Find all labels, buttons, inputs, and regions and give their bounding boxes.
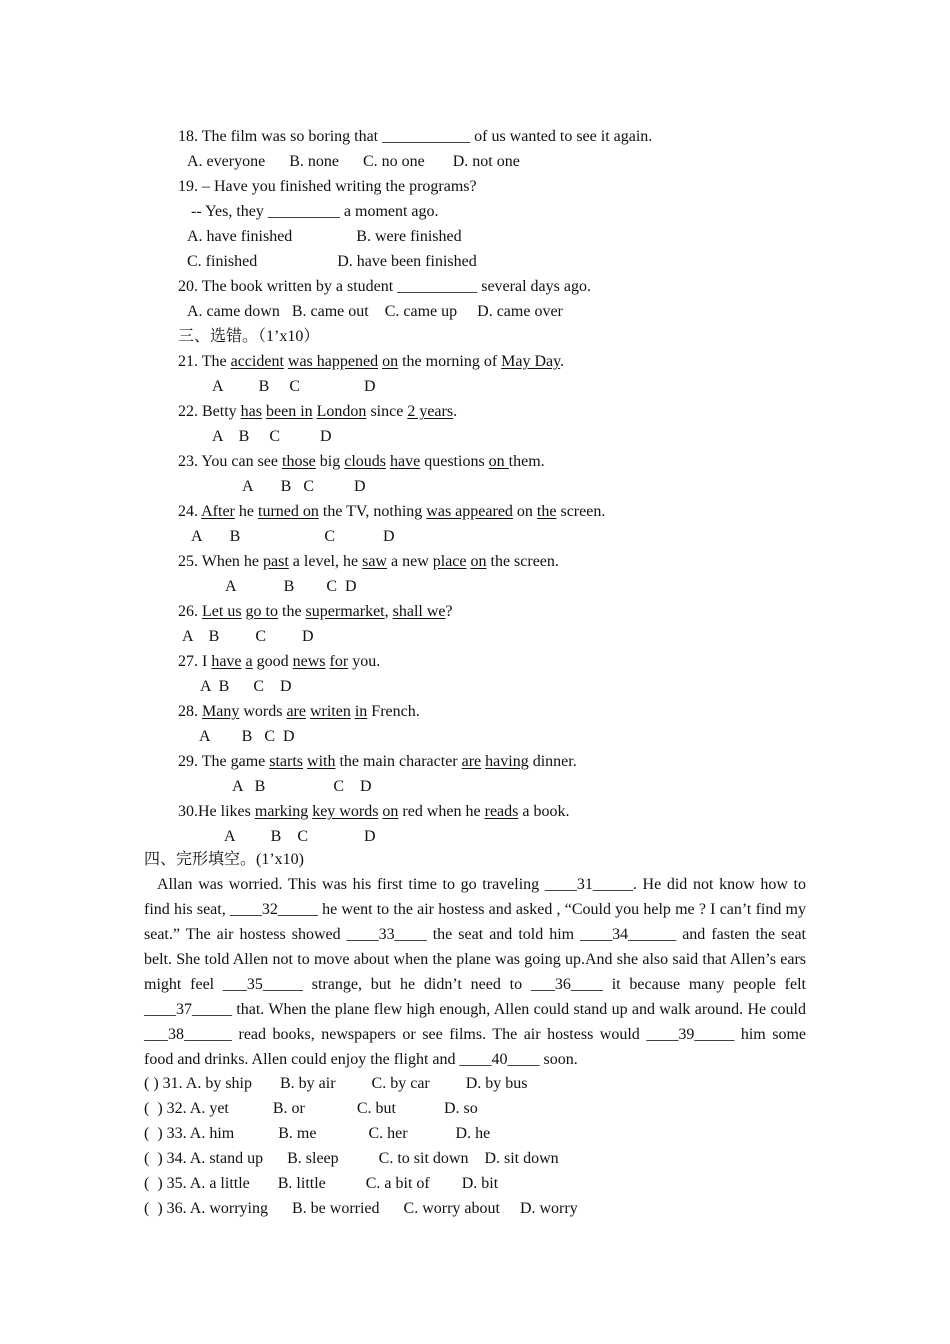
sentence-text: 22. Betty [178, 403, 241, 420]
underlined-option-text: are [461, 753, 482, 770]
question-18-options: A. everyone B. none C. no one D. not one [187, 153, 520, 170]
sentence-text: a book. [518, 803, 570, 820]
error-item-30-letters: A B C D [224, 828, 376, 845]
sentence-text: the main character [335, 753, 462, 770]
sentence-text: the morning of [398, 353, 502, 370]
underlined-option-text: place [432, 553, 467, 570]
underlined-option-text: supermarket [305, 603, 385, 620]
sentence-text: questions [420, 453, 489, 470]
sentence-text: you. [348, 653, 381, 670]
sentence-text: 24. [178, 503, 202, 520]
question-19-options-row1: A. have finished B. were finished [187, 228, 462, 245]
underlined-option-text: has [240, 403, 262, 420]
underlined-option-text: clouds [344, 453, 387, 470]
section-4-heading: 四、完形填空。(1’x10) [144, 851, 304, 868]
sentence-text: he [234, 503, 258, 520]
error-item-29-letters: A B C D [232, 778, 372, 795]
sentence-text: a level, he [288, 553, 363, 570]
underlined-option-text: saw [362, 553, 387, 570]
underlined-option-text: London [316, 403, 367, 420]
underlined-option-text: have [390, 453, 421, 470]
error-item-24-letters: A B C D [191, 528, 395, 545]
underlined-option-text: writen [309, 703, 351, 720]
error-item-28-letters: A B C D [199, 728, 295, 745]
error-item-30 [178, 799, 569, 824]
question-19-options-row2: C. finished D. have been finished [187, 253, 477, 270]
sentence-text: good [252, 653, 293, 670]
error-item-29 [178, 749, 577, 774]
sentence-text: 29. The game [178, 753, 270, 770]
question-18-stem: 18. The film was so boring that ___________ of us wanted to see it again. [178, 128, 653, 145]
underlined-option-text: on [382, 353, 399, 370]
question-20-options: A. came down B. came out C. came up D. came over [187, 303, 563, 320]
sentence-text: words [239, 703, 287, 720]
underlined-option-text: are [286, 703, 306, 720]
sentence-text: , [384, 603, 393, 620]
sentence-text: since [366, 403, 408, 420]
error-item-28 [178, 699, 420, 724]
underlined-option-text: starts [269, 753, 304, 770]
sentence-text: on [512, 503, 537, 520]
error-item-25-letters: A B C D [225, 578, 357, 595]
cloze-question-33: ( ) 33. A. him B. me C. her D. he [144, 1125, 491, 1142]
underlined-option-text: have [211, 653, 242, 670]
cloze-question-34: ( ) 34. A. stand up B. sleep C. to sit down D. sit down [144, 1150, 559, 1167]
question-19-reply: -- Yes, they _________ a moment ago. [191, 203, 439, 220]
underlined-option-text: reads [484, 803, 519, 820]
error-item-26-letters: A B C D [182, 628, 314, 645]
underlined-option-text: on [382, 803, 399, 820]
sentence-text: 23. You can see [178, 453, 282, 470]
error-item-21 [178, 349, 564, 374]
error-item-22 [178, 399, 457, 424]
underlined-option-text: a [245, 653, 253, 670]
error-item-23 [178, 449, 545, 474]
underlined-option-text: for [329, 653, 349, 670]
sentence-text: screen. [556, 503, 606, 520]
sentence-text: big [315, 453, 345, 470]
sentence-text: the TV, nothing [318, 503, 427, 520]
cloze-question-31: ( ) 31. A. by ship B. by air C. by car D. by bus [144, 1075, 528, 1092]
underlined-option-text: in [354, 703, 368, 720]
sentence-text: . [560, 353, 565, 370]
underlined-option-text: Many [202, 703, 240, 720]
error-item-27-letters: A B C D [200, 678, 292, 695]
underlined-option-text: was happened [287, 353, 379, 370]
sentence-text: dinner. [528, 753, 577, 770]
underlined-option-text: Let us [202, 603, 242, 620]
sentence-text: 27. I [178, 653, 212, 670]
sentence-text: a new [386, 553, 433, 570]
error-item-26 [178, 599, 453, 624]
cloze-passage: Allan was worried. This was his first time to go traveling ____31_____. He did not know how to find his seat, ____32_____ he went to the air hostess and asked , “Could you help me ? I can’t find my seat.” The air hostess showed ____33____ the seat and told him ____34______ and fasten the seat belt. She told Allen not to move about when the plane was going up.And she also said that Allen’s ears might feel ___35_____ strange, but he didn’t need to ___36____ it because many people felt ____37_____ that. When the plane flew high enough, Allen could stand up and walk around. He could ___38______ read books, newspapers or see films. The air hostess would ____39_____ him some food and drinks. Allen could enjoy the flight and ____40____ soon. [144, 876, 806, 1068]
underlined-option-text: shall we [392, 603, 446, 620]
cloze-question-35: ( ) 35. A. a little B. little C. a bit of D. bit [144, 1175, 499, 1192]
underlined-option-text: go to [245, 603, 278, 620]
underlined-option-text: with [307, 753, 336, 770]
section-3-heading: 三、选错。（1’x10） [178, 328, 320, 345]
sentence-text: the [278, 603, 306, 620]
underlined-option-text: the [536, 503, 557, 520]
underlined-option-text: was appeared [426, 503, 513, 520]
underlined-option-text: accident [230, 353, 284, 370]
cloze-question-36: ( ) 36. A. worrying B. be worried C. worry about D. worry [144, 1200, 578, 1217]
underlined-option-text: on [470, 553, 487, 570]
sentence-text: 26. [178, 603, 202, 620]
underlined-option-text: past [263, 553, 289, 570]
underlined-option-text: marking [254, 803, 309, 820]
underlined-option-text: turned on [258, 503, 319, 520]
error-item-24 [178, 499, 605, 524]
sentence-text: them. [508, 453, 545, 470]
underlined-option-text: been in [266, 403, 313, 420]
underlined-option-text: 2 years [407, 403, 454, 420]
underlined-option-text: on [488, 453, 509, 470]
sentence-text: 21. The [178, 353, 231, 370]
sentence-text: . [453, 403, 458, 420]
question-19-stem: 19. – Have you finished writing the programs? [178, 178, 477, 195]
underlined-option-text: May Day [501, 353, 561, 370]
sentence-text: the screen. [486, 553, 559, 570]
sentence-text: ? [445, 603, 453, 620]
error-item-22-letters: A B C D [212, 428, 332, 445]
error-item-23-letters: A B C D [242, 478, 366, 495]
underlined-option-text: key words [312, 803, 379, 820]
error-item-25 [178, 549, 559, 574]
sentence-text: 28. [178, 703, 202, 720]
question-20-stem: 20. The book written by a student __________ several days ago. [178, 278, 591, 295]
error-item-21-letters: A B C D [212, 378, 376, 395]
error-item-27 [178, 649, 380, 674]
sentence-text: red when he [398, 803, 485, 820]
sentence-text: 25. When he [178, 553, 264, 570]
sentence-text: French. [367, 703, 420, 720]
cloze-question-32: ( ) 32. A. yet B. or C. but D. so [144, 1100, 478, 1117]
underlined-option-text: having [485, 753, 529, 770]
sentence-text: 30.He likes [178, 803, 255, 820]
underlined-option-text: news [292, 653, 326, 670]
underlined-option-text: those [282, 453, 316, 470]
underlined-option-text: After [201, 503, 235, 520]
